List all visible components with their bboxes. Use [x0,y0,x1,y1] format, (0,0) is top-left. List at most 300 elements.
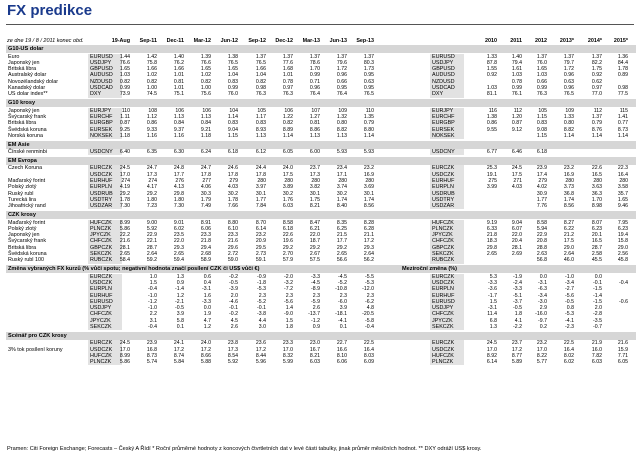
currency-code: EURPLN [432,184,454,191]
table-cell: -8.9 [311,286,320,293]
table-cell: 6.22 [563,225,574,232]
table-cell: 0.99 [227,85,238,91]
table-cell: 8.21 [309,352,320,359]
table-cell: 2.3 [258,292,266,299]
table-cell: 23.7 [309,165,320,172]
table-cell: 0.1 [339,324,347,330]
currency-code: PLNCZK [432,225,454,232]
table-cell: 1.40 [511,53,522,60]
section-header: EM Evropa [6,157,636,165]
table-cell: 1.01 [282,72,293,79]
table-cell: 23.5 [173,232,184,239]
table-cell: -0.6 [619,298,628,305]
table-cell: 1.20 [511,113,522,120]
table-cell: 7.95 [617,219,628,226]
table-cell: 8.28 [363,219,374,226]
table-cell: -1.9 [513,273,522,280]
currency-code: NOKSEK [90,132,113,139]
table-cell: 24.4 [255,165,266,172]
table-cell: 3.58 [617,184,628,191]
table-cell: 1.13 [336,132,347,139]
table-cell: 76.6 [200,59,211,66]
table-cell: 17.0 [119,346,130,353]
currency-code: SEKCZK [432,324,454,330]
row-label: US dolar index** [8,91,48,98]
table-cell: 3.89 [282,184,293,191]
table-cell: 0.99 [536,85,547,91]
currency-code: EURSEK [432,126,455,133]
table-cell: 8.92 [486,352,497,359]
table-cell: 1.03 [511,72,522,79]
table-cell: 2.63 [536,251,547,257]
table-cell: 21.5 [336,232,347,239]
table-cell: 3.73 [563,184,574,191]
table-cell: -4.1 [565,317,574,324]
table-cell: -1.0 [148,305,157,312]
currency-code: EURCZK [90,340,113,347]
table-cell: 0.99 [119,85,130,91]
table-cell: 7.30 [119,203,130,210]
table-cell: 1.70 [309,66,320,73]
table-cell: 56.6 [336,257,347,264]
table-cell: 8.80 [363,126,374,133]
table-cell: 24.5 [119,340,130,347]
currency-code: RUBCZK [432,257,455,264]
table-cell: 19.4 [617,232,628,239]
row-label: Maďarský forint [8,219,46,226]
table-cell: 106 [175,107,184,114]
table-cell: 8.82 [336,126,347,133]
table-cell: 6.09 [363,359,374,366]
currency-code: RUBCZK [90,257,113,264]
table-cell: 22.6 [282,232,293,239]
table-cell: 1.00 [146,85,157,91]
table-cell: 1.32 [336,113,347,120]
table-cell: 1.37 [282,53,293,60]
table-cell: 5.3 [489,273,497,280]
currency-code: EURUSD [432,53,455,60]
table-cell: 0.78 [282,78,293,85]
table-cell: 6.46 [511,149,522,156]
table-cell: 17.2 [200,346,211,353]
table-cell: 57.5 [309,257,320,264]
table-cell: -1.8 [257,279,266,286]
table-cell: 1.65 [227,66,238,73]
table-cell: -2.4 [513,279,522,286]
table-cell: 4.03 [511,184,522,191]
table-cell: 8.91 [200,219,211,226]
table-cell: 1.02 [200,72,211,79]
table-cell: -0.4 [148,324,157,330]
table-cell: 28.8 [536,244,547,251]
table-cell: 17.2 [255,346,266,353]
column-header: 2012 [535,38,547,44]
table-cell: 8.58 [536,219,547,226]
table-cell: 1.01 [173,72,184,79]
currency-code: EURCZK [90,165,113,172]
table-cell: 18.3 [486,238,497,245]
currency-code: EURPLN [432,286,454,293]
table-cell: 8.98 [591,203,602,210]
row-label: Novozélandský dolar [8,78,59,85]
table-cell: 0.99 [511,85,522,91]
section-header-right: Meziroční změna (%) [400,265,636,273]
table-cell: 1.78 [119,196,130,203]
table-cell: 108 [148,107,157,114]
table-cell: 5.86 [119,225,130,232]
table-cell: 6.00 [309,149,320,156]
section-header: EM Asie [6,141,636,149]
table-cell: 28.1 [119,244,130,251]
table-cell: 29.6 [227,244,238,251]
table-cell: -1.5 [593,286,602,293]
table-cell: 0.96 [336,72,347,79]
table-cell: 1.66 [173,66,184,73]
table-cell: 17.8 [200,171,211,178]
currency-code: EURUSD [90,53,113,60]
table-cell: 8.73 [617,126,628,133]
table-cell: 106 [284,107,293,114]
table-cell: -0.2 [229,311,238,318]
table-cell: 17.0 [282,346,293,353]
row-label: Čínské renminbi [8,149,47,156]
table-cell: 23.6 [255,340,266,347]
currency-code: GBPUSD [90,66,113,73]
table-cell: 0.83 [255,120,266,127]
row-label: Australský dolar [8,72,47,79]
table-cell: 1.75 [591,66,602,73]
table-cell: 28.7 [146,244,157,251]
date-stamp: ze dne 19 / 8 / 2011 konec obd. [7,38,84,44]
currency-code: GBPCZK [90,244,113,251]
table-cell: -4.5 [311,279,320,286]
table-cell: 8.77 [511,352,522,359]
table-cell: 29.0 [617,244,628,251]
table-cell: 5.93 [363,149,374,156]
table-cell: 1.37 [591,113,602,120]
table-cell: 2.64 [363,251,374,257]
table-cell: 21.6 [617,340,628,347]
table-cell: 23.2 [363,165,374,172]
table-cell: 17.3 [146,171,157,178]
table-cell: 8.66 [200,352,211,359]
currency-code: USDCNY [432,149,455,156]
table-cell: 5.94 [536,225,547,232]
currency-code: DXY [90,91,102,98]
table-cell: 23.4 [336,165,347,172]
table-cell: 3.63 [591,184,602,191]
table-cell: 6.35 [146,149,157,156]
currency-code: EURPLN [90,286,112,293]
currency-code: EURGBP [432,120,455,127]
currency-code: CHFCZK [90,311,112,318]
table-cell: 57.9 [282,257,293,264]
row-label: Ruský rubl 100 [8,257,44,264]
table-cell: 56.8 [536,257,547,264]
table-cell: 1.61 [511,66,522,73]
table-cell: 109 [338,107,347,114]
table-cell: 4.17 [146,184,157,191]
table-cell: 1.8 [285,324,293,330]
table-cell: 1.02 [146,72,157,79]
table-cell: 279 [229,178,238,184]
table-cell: 1.33 [486,53,497,60]
table-cell: 9.04 [511,219,522,226]
table-cell: 2.65 [119,251,130,257]
table-cell: 17.0 [486,346,497,353]
currency-code: USDZAR [432,203,455,210]
table-cell: 15.8 [617,238,628,245]
table-cell: 1.15 [536,132,547,139]
table-cell: 1.68 [282,66,293,73]
table-cell: 280 [338,178,347,184]
table-cell: 2.56 [617,251,628,257]
table-cell: -9.7 [538,317,547,324]
table-cell: 9.25 [119,126,130,133]
table-cell: 0.84 [200,120,211,127]
currency-code: USDJPY [90,59,112,66]
table-cell: 3.97 [255,184,266,191]
table-cell: -3.2 [284,279,293,286]
table-cell: -1.5 [593,298,602,305]
table-cell: 21.8 [486,232,497,239]
table-cell: 22.2 [119,232,130,239]
column-header: Mar-13 [302,38,320,44]
table-cell: 1.18 [119,132,130,139]
column-header: Dec-12 [275,38,293,44]
table-cell: 0.86 [486,120,497,127]
table-cell: -0.5 [175,305,184,312]
table-cell: 1.37 [336,53,347,60]
table-cell: 1.15 [227,132,238,139]
table-cell: 77.0 [591,91,602,98]
table-cell: 4.8 [366,305,374,312]
table-cell: 0.66 [336,78,347,85]
table-cell: 76.5 [363,91,374,98]
table-cell: 29.8 [173,190,184,197]
table-cell: 79.7 [563,59,574,66]
table-cell: 112 [593,107,602,114]
table-cell: 6.14 [255,225,266,232]
table-cell: 0.82 [146,78,157,85]
table-cell: 6.03 [282,203,293,210]
table-cell: 107 [311,107,320,114]
table-cell: 8.22 [536,352,547,359]
table-cell: 280 [565,178,574,184]
table-cell: 0.8 [566,305,574,312]
table-cell: 16.8 [146,346,157,353]
table-cell: 59.2 [146,257,157,264]
table-cell: 1.78 [617,66,628,73]
currency-code: USDCAD [432,85,455,91]
table-cell: 79.6 [336,59,347,66]
table-cell: -5.3 [565,311,574,318]
table-cell: 8.99 [119,352,130,359]
table-cell: 1.80 [173,196,184,203]
table-cell: 46.0 [563,257,574,264]
table-cell: 3.99 [486,184,497,191]
table-cell: 22.5 [563,340,574,347]
table-cell: -5.5 [365,273,374,280]
table-cell: 1.00 [200,85,211,91]
table-cell: -7.2 [284,286,293,293]
table-cell: -3.1 [202,286,211,293]
table-cell: 29.3 [363,244,374,251]
table-cell: 23.3 [282,340,293,347]
currency-code: USDTRY [90,196,113,203]
table-cell: -20.5 [362,311,374,318]
column-header: Dec-11 [166,38,184,44]
table-cell: 8.21 [309,203,320,210]
table-cell: -0.4 [365,324,374,330]
table-cell: 7.23 [146,203,157,210]
table-cell: 16.6 [336,346,347,353]
table-cell: 17.4 [536,171,547,178]
table-cell: 2.3 [339,292,347,299]
section-header: Scénář pro CZK krosy [6,332,636,340]
row-label: Jihoafrický rand [8,203,46,210]
table-cell: 9.00 [146,219,157,226]
table-cell: 18.7 [309,238,320,245]
currency-code: PLNCZK [90,225,112,232]
table-cell: 9.08 [536,126,547,133]
currency-code: EURJPY [432,107,454,114]
table-cell: 0.63 [563,78,574,85]
table-cell: 8.80 [227,219,238,226]
table-cell: 16.5 [591,238,602,245]
table-cell: 7.49 [200,203,211,210]
table-cell: -12.0 [362,286,374,293]
table-cell: 1.3 [489,324,497,330]
table-cell: 5.77 [536,359,547,366]
table-cell: 9.37 [173,126,184,133]
currency-code: EURCHF [432,113,455,120]
table-cell: 84.4 [617,59,628,66]
table-cell: 0.97 [591,85,602,91]
table-cell: 30.2 [227,190,238,197]
table-cell: -3.3 [513,286,522,293]
table-cell: 23.2 [255,232,266,239]
table-cell: 7.66 [227,203,238,210]
table-cell: 8.56 [563,203,574,210]
table-cell: 4.06 [200,184,211,191]
currency-code: USDCAD [90,85,113,91]
table-cell: 0.92 [486,72,497,79]
table-cell: 1.03 [119,72,130,79]
table-cell: 0.79 [363,120,374,127]
table-cell: 1.22 [282,113,293,120]
table-cell: -6.2 [365,298,374,305]
table-cell: 115 [619,107,628,114]
currency-code: EURUSD [90,298,113,305]
table-cell: 22.6 [591,165,602,172]
table-cell: 6.23 [591,225,602,232]
table-cell: 1.36 [617,53,628,60]
table-cell: 6.18 [227,149,238,156]
column-header: 2010 [485,38,497,44]
table-cell: 1.80 [146,196,157,203]
table-cell: 6.05 [617,359,628,366]
table-cell: 5.89 [511,359,522,366]
currency-code: SEKCZK [90,324,112,330]
table-cell: 1.77 [255,196,266,203]
table-cell: -0.9 [257,273,266,280]
table-cell: 0.83 [227,78,238,85]
row-label: Norská koruna [8,132,44,139]
table-cell: 21.9 [591,340,602,347]
table-cell: 76.1 [511,91,522,98]
table-cell: -1.2 [148,298,157,305]
currency-code: AUDUSD [432,72,455,79]
table-cell: 2.64 [563,251,574,257]
table-cell: -3.0 [538,298,547,305]
column-header: 19-Aug [111,38,130,44]
currency-code: HUFCZK [432,352,454,359]
table-cell: 6.03 [591,359,602,366]
row-label: Britská libra [8,244,37,251]
table-cell: -5.6 [565,292,574,299]
table-cell: 1.38 [227,53,238,60]
currency-code: EURSEK [90,126,113,133]
column-header: 2014* [587,38,602,44]
table-cell: 36.3 [591,190,602,197]
table-cell: 16.4 [617,171,628,178]
table-cell: 22.9 [146,232,157,239]
currency-code: EURCZK [432,165,455,172]
currency-code: NOKSEK [432,132,455,139]
table-cell: 78.6 [309,59,320,66]
table-cell: 17.5 [563,238,574,245]
table-cell: 1.13 [255,132,266,139]
table-cell: 6.18 [282,225,293,232]
table-cell: 23.2 [563,165,574,172]
table-cell: 29.5 [255,244,266,251]
table-cell: 1.74 [363,196,374,203]
row-label: Britská libra [8,120,37,127]
table-cell: 75.6 [200,91,211,98]
table-cell: 6.06 [200,225,211,232]
table-cell: 0.4 [203,279,211,286]
column-header: Mar-12 [193,38,211,44]
table-cell: 29.3 [173,244,184,251]
table-cell: 29.2 [336,244,347,251]
table-cell: 15.9 [617,346,628,353]
table-cell: 76.0 [227,91,238,98]
table-cell: -6.3 [538,286,547,293]
currency-code: USDCZK [90,171,113,178]
table-cell: 17.2 [173,346,184,353]
table-cell: 1.65 [536,66,547,73]
table-cell: 6.8 [489,317,497,324]
table-cell: 1.14 [591,132,602,139]
table-cell: 1.17 [255,113,266,120]
table-cell: 0.87 [119,120,130,127]
column-header: Sep-12 [248,38,266,44]
table-cell: 5.92 [146,225,157,232]
currency-code: USDZAR [90,203,113,210]
table-cell: 24.0 [200,340,211,347]
table-cell: 0.82 [282,120,293,127]
column-header: 2015* [613,38,628,44]
table-cell: 24.5 [119,165,130,172]
table-cell: 1.77 [536,196,547,203]
table-cell: 2.3 [366,292,374,299]
table-cell: -5.9 [311,298,320,305]
table-cell: 0.6 [203,273,211,280]
table-cell: 0.92 [591,72,602,79]
table-cell: 6.02 [173,225,184,232]
table-cell: -0.4 [148,286,157,293]
